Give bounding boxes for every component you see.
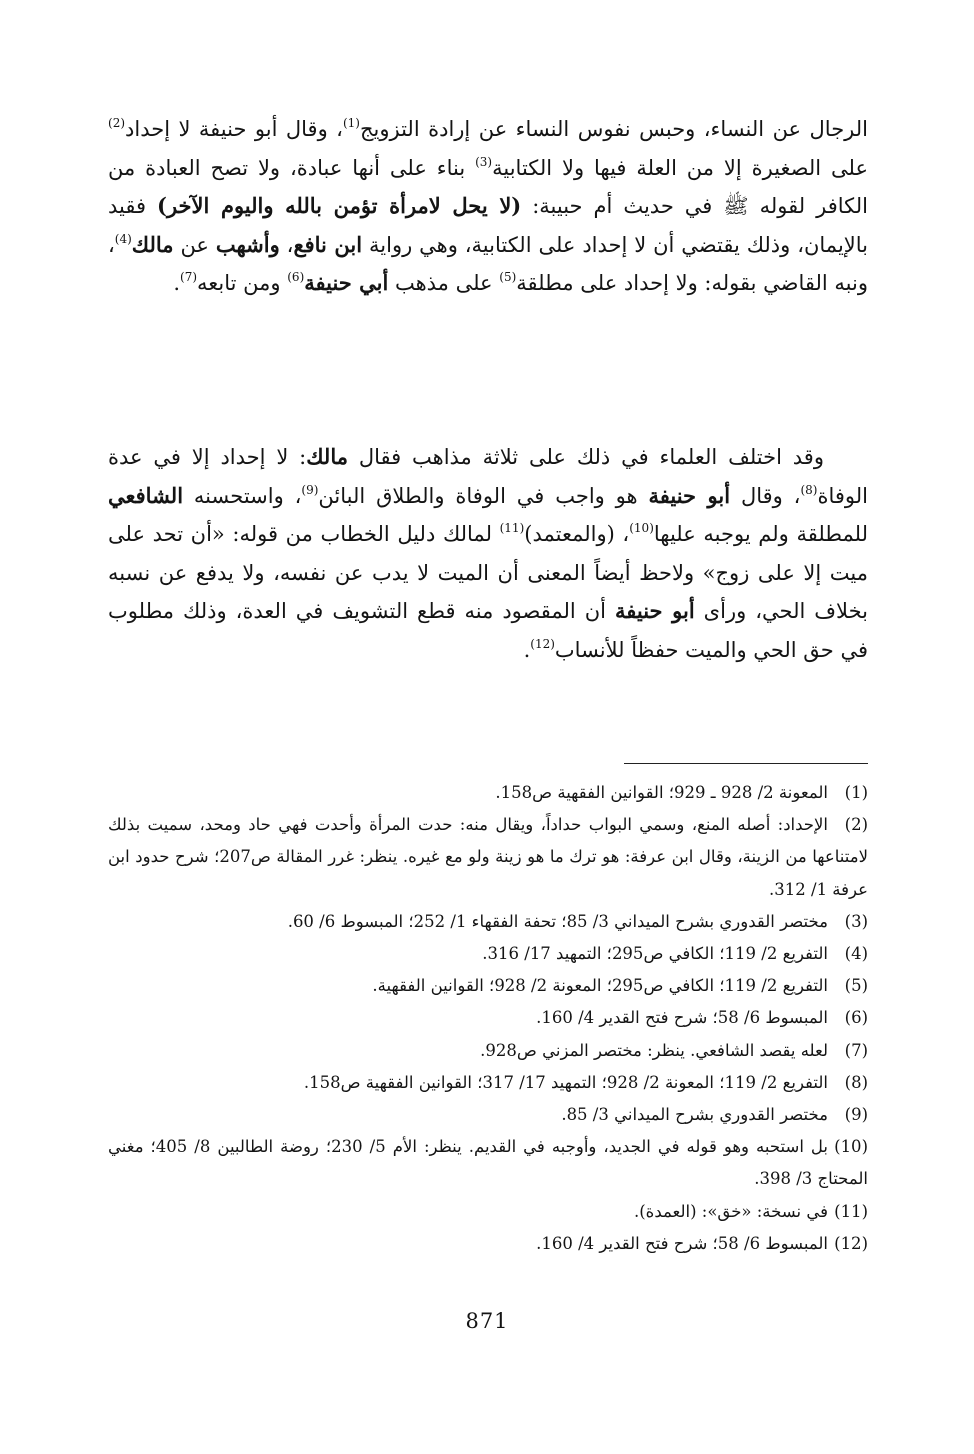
footnote-number: (2) bbox=[844, 815, 868, 835]
hadith-quote: (لا يحل لامرأة تؤمن بالله واليوم الآخر) bbox=[157, 193, 522, 219]
footnote-5 bbox=[108, 970, 868, 1002]
text-run: على الصغيرة إلا من العلة فيها ولا الكتابية bbox=[492, 155, 868, 180]
footnote-number: (4) bbox=[844, 944, 868, 964]
body-paragraph-2 bbox=[108, 438, 868, 670]
footnote-ref-4[interactable]: (4) bbox=[114, 231, 132, 246]
scholar-name: الشافعي bbox=[108, 482, 184, 508]
text-run: ، واستحسنه bbox=[183, 483, 302, 508]
footnote-1 bbox=[108, 777, 868, 809]
footnote-text: التفريع 2/ 119؛ المعونة 2/ 928؛ التمهيد 17/ 317؛ القوانين الفقهية ص158. bbox=[303, 1072, 828, 1092]
scholar-name: وأشهب bbox=[215, 231, 280, 257]
text-run: . bbox=[173, 271, 180, 296]
footnote-text: الإحداد: أصله المنع، وسمي البواب حداداً، ويقال منه: حدت المرأة وأحدت فهي حاد ومحد، سميت بذلك لامتناعها من الزينة، وقال ابن عرفة: هو ترك ما هو زينة ولو مع غيره. ينظر: غرر المقالة ص207؛ شرح حدود ابن عرفة 1/ 312. bbox=[108, 815, 868, 899]
footnote-separator bbox=[624, 763, 868, 764]
footnote-text: في نسخة: «خق»: (العمدة). bbox=[634, 1201, 828, 1221]
footnote-text: التفريع 2/ 119؛ الكافي ص295؛ التمهيد 17/ 316. bbox=[482, 944, 828, 964]
scholar-name: أبي حنيفة bbox=[304, 270, 389, 296]
footnote-number: (8) bbox=[844, 1072, 868, 1092]
text-run: ، (والمعتمد) bbox=[524, 522, 630, 547]
text-run: على مذهب bbox=[388, 271, 500, 296]
text-run: الرجال عن النساء، وحبس نفوس النساء عن إرادة التزويج bbox=[359, 117, 868, 141]
footnote-ref-3[interactable]: (3) bbox=[475, 154, 493, 169]
text-run: وقد اختلف العلماء في ذلك على ثلاثة مذاهب فقال bbox=[347, 445, 824, 469]
footnote-2 bbox=[108, 809, 868, 906]
footnote-12 bbox=[108, 1228, 868, 1260]
footnote-text: لعله يقصد الشافعي. ينظر: مختصر المزني ص928. bbox=[480, 1040, 828, 1060]
footnote-11 bbox=[108, 1196, 868, 1228]
text-run: هو واجب في الوفاة والطلاق البائن bbox=[318, 483, 649, 508]
footnote-text: مختصر القدوري بشرح الميداني 3/ 85؛ تحفة الفقهاء 1/ 252؛ المبسوط 6/ 60. bbox=[287, 911, 828, 931]
scholar-name: مالك bbox=[131, 231, 174, 257]
footnotes-list bbox=[108, 777, 868, 1260]
text-run: بناء على أنها عبادة، ولا تصح العبادة من الكافر لقوله ﷺ في حديث أم حبيبة: bbox=[108, 155, 869, 219]
body-paragraph-1 bbox=[108, 110, 868, 303]
footnote-ref-1[interactable]: (1) bbox=[342, 116, 360, 130]
footnote-text: بل استحبه وهو قوله في الجديد، وأوجبه في القديم. ينظر: الأم 5/ 230؛ روضة الطالبين 8/ 405؛ مغني المحتاج 3/ 398. bbox=[108, 1137, 868, 1189]
footnote-ref-11[interactable]: (11) bbox=[499, 521, 525, 536]
page-number: 871 bbox=[465, 1309, 509, 1333]
footnote-8 bbox=[108, 1067, 868, 1099]
text-run: : لا إحداد إلا في عدة الوفاة bbox=[108, 445, 869, 508]
footnote-number: (12) bbox=[834, 1233, 868, 1253]
text-run: للمطلقة ولم يوجبه عليها bbox=[653, 522, 868, 547]
scholar-name: ابن نافع bbox=[293, 231, 363, 257]
footnote-10 bbox=[108, 1131, 868, 1195]
scholar-name: أبو حنيفة bbox=[648, 482, 731, 508]
text-run: ، وقال أبو حنيفة لا إحداد bbox=[125, 117, 343, 141]
footnote-6 bbox=[108, 1002, 868, 1034]
text-run: عن bbox=[173, 232, 216, 257]
footnote-number: (10) bbox=[834, 1137, 868, 1157]
footnote-number: (5) bbox=[844, 976, 868, 996]
footnote-ref-7[interactable]: (7) bbox=[180, 270, 198, 285]
footnote-ref-9[interactable]: (9) bbox=[301, 482, 319, 497]
footnote-number: (6) bbox=[844, 1008, 868, 1028]
footnote-number: (3) bbox=[844, 911, 868, 931]
footnote-ref-6[interactable]: (6) bbox=[287, 270, 305, 285]
footnote-number: (11) bbox=[834, 1201, 868, 1221]
text-run: ، وقال bbox=[730, 483, 801, 508]
footnote-number: (9) bbox=[844, 1105, 868, 1125]
text-run: لمالك دليل الخطاب من قوله: «أن تحد على ميت إلا على زوج» ولاحظ أيضاً المعنى أن الميت لا يدب عن نفسه، ولا يدفع عن نسبه بخلاف الحي، ورأى bbox=[108, 522, 868, 624]
footnote-4 bbox=[108, 938, 868, 970]
footnote-text: المعونة 2/ 928 ـ 929؛ القوانين الفقهية ص158. bbox=[495, 783, 828, 802]
text-run: فقيد بالإيمان، وذلك يقتضي أن لا إحداد على الكتابية، وهي رواية bbox=[108, 194, 869, 257]
footnote-ref-2[interactable]: (2) bbox=[108, 116, 126, 130]
text-run: ، ونبه القاضي بقوله: ولا إحداد على مطلقة bbox=[108, 232, 868, 296]
footnote-3 bbox=[108, 906, 868, 938]
text-run: ، bbox=[279, 232, 294, 257]
footnote-7 bbox=[108, 1035, 868, 1067]
footnote-ref-8[interactable]: (8) bbox=[800, 482, 818, 497]
footnote-number: (1) bbox=[844, 783, 868, 802]
footnote-text: التفريع 2/ 119؛ الكافي ص295؛ المعونة 2/ 928؛ القوانين الفقهية. bbox=[372, 976, 828, 996]
footnote-text: مختصر القدوري بشرح الميداني 3/ 85. bbox=[561, 1105, 828, 1125]
footnote-ref-12[interactable]: (12) bbox=[530, 636, 555, 651]
footnote-ref-5[interactable]: (5) bbox=[499, 270, 517, 285]
scholar-name: مالك bbox=[306, 444, 348, 469]
footnote-ref-10[interactable]: (10) bbox=[629, 521, 654, 536]
footnote-number: (7) bbox=[844, 1040, 868, 1060]
footnote-9 bbox=[108, 1099, 868, 1131]
footnote-text: المبسوط 6/ 58؛ شرح فتح القدير 4/ 160. bbox=[536, 1233, 828, 1253]
footnote-text: المبسوط 6/ 58؛ شرح فتح القدير 4/ 160. bbox=[536, 1008, 828, 1028]
scholar-name: أبو حنيفة bbox=[614, 598, 695, 624]
text-run: . bbox=[523, 637, 531, 662]
text-run: أن المقصود منه قطع التشويف في العدة، وذلك مطلوب في حق الحي والميت حفظاً للأنساب bbox=[108, 599, 868, 662]
text-run: ومن تابعه bbox=[197, 271, 288, 296]
